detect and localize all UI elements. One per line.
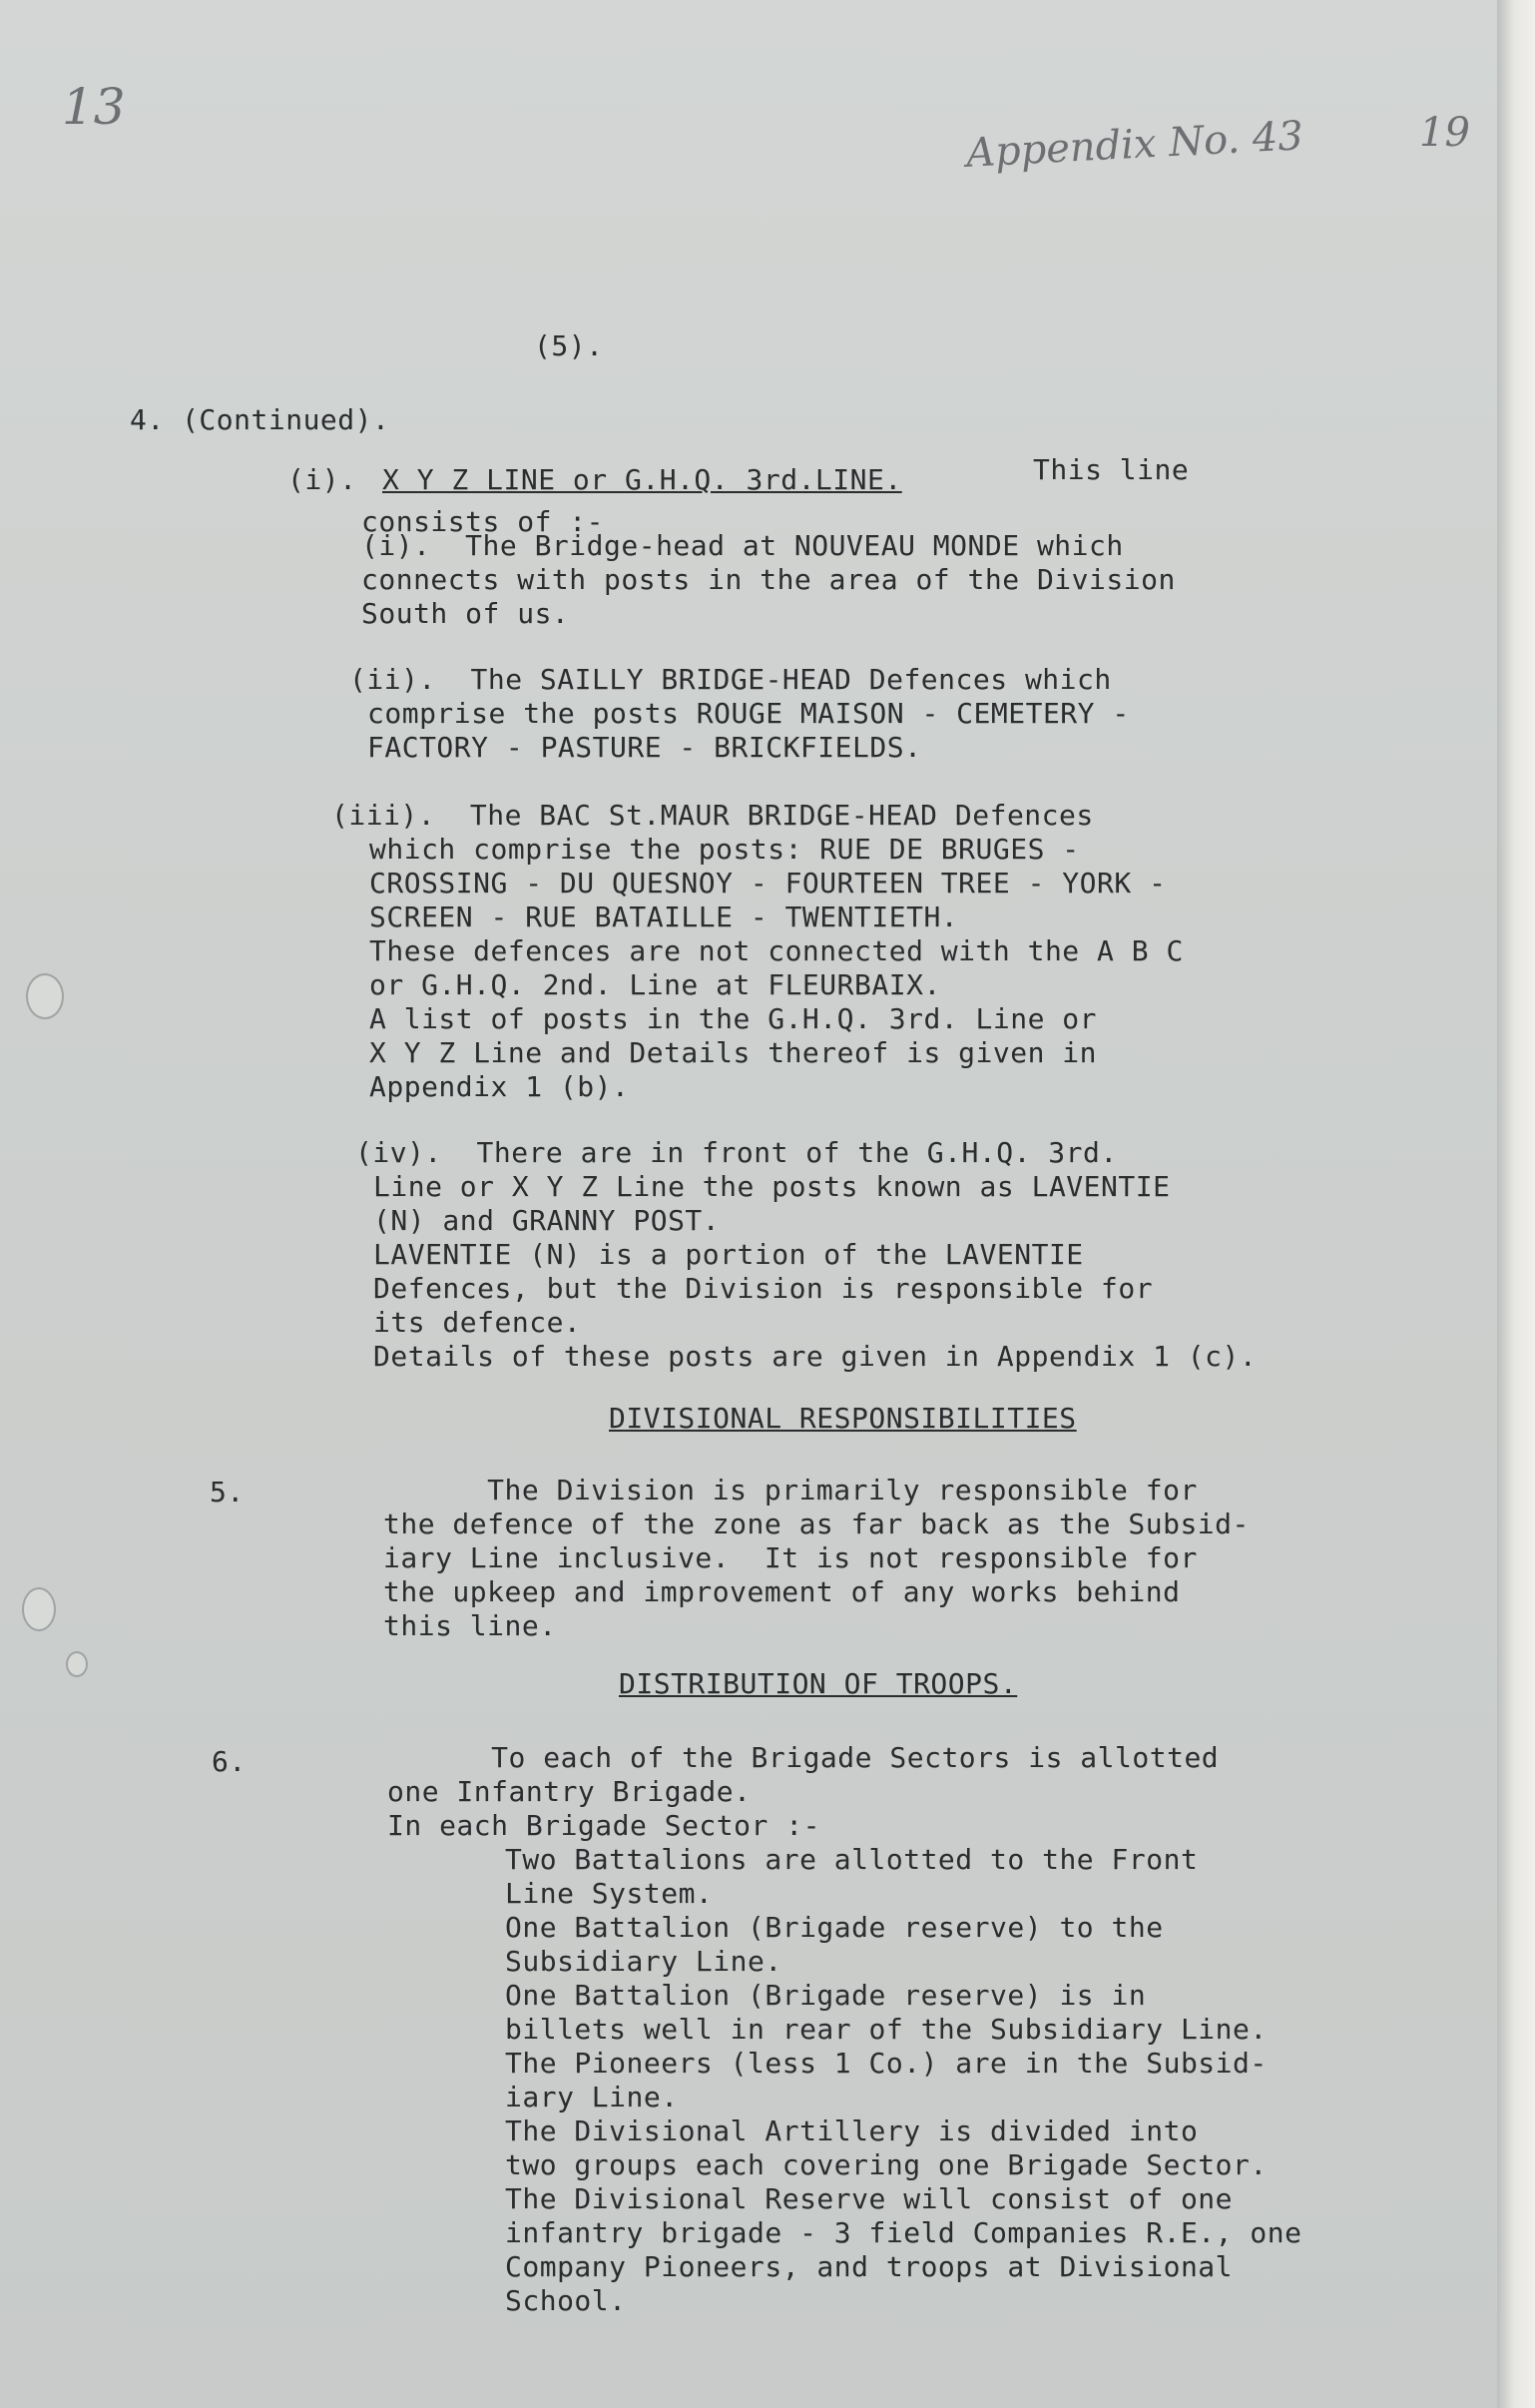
- section-i-line: consists of :-: [361, 505, 605, 538]
- punch-hole-small: [66, 1651, 88, 1677]
- section-i-title: X Y Z LINE or G.H.Q. 3rd.LINE.: [382, 463, 902, 496]
- text-line: (ii). The SAILLY BRIDGE-HEAD Defences which: [349, 663, 1112, 696]
- paragraph-5-number: 5.: [210, 1476, 245, 1508]
- text-line: the upkeep and improvement of any works behind: [383, 1575, 1181, 1608]
- text-line: (N) and GRANNY POST.: [373, 1204, 721, 1237]
- text-line: South of us.: [361, 597, 570, 630]
- text-line: infantry brigade - 3 field Companies R.E., one: [505, 2216, 1302, 2249]
- heading-distribution-of-troops: DISTRIBUTION OF TROOPS.: [619, 1667, 1018, 1700]
- section-i-number: (i).: [287, 463, 357, 496]
- text-line: Appendix 1 (b).: [369, 1070, 630, 1103]
- text-line: X Y Z Line and Details thereof is given in: [369, 1036, 1098, 1069]
- text-line: A list of posts in the G.H.Q. 3rd. Line or: [369, 1002, 1098, 1035]
- text-line: Line or X Y Z Line the posts known as LAVENTIE: [373, 1170, 1171, 1203]
- text-line: one Infantry Brigade.: [387, 1775, 752, 1808]
- text-line: Details of these posts are given in Appendix 1 (c).: [373, 1340, 1258, 1373]
- text-line: (iii). The BAC St.MAUR BRIDGE-HEAD Defences: [331, 799, 1094, 832]
- text-line: LAVENTIE (N) is a portion of the LAVENTIE: [373, 1238, 1084, 1271]
- text-line: billets well in rear of the Subsidiary Line.: [505, 2013, 1268, 2046]
- text-line: In each Brigade Sector :-: [387, 1809, 820, 1842]
- folio-number-right: 19: [1419, 110, 1470, 156]
- text-line: These defences are not connected with the A B C: [369, 934, 1184, 967]
- text-line: CROSSING - DU QUESNOY - FOURTEEN TREE - YORK -: [369, 867, 1167, 900]
- text-line: The Pioneers (less 1 Co.) are in the Subsid-: [505, 2047, 1268, 2080]
- text-line: this line.: [383, 1609, 557, 1642]
- paragraph-6-number: 6.: [212, 1745, 247, 1778]
- text-line: (iv). There are in front of the G.H.Q. 3rd.: [355, 1136, 1118, 1169]
- text-line: comprise the posts ROUGE MAISON - CEMETERY -: [367, 697, 1130, 730]
- text-line: The Division is primarily responsible for: [383, 1474, 1198, 1506]
- appendix-note: Appendix No. 43: [965, 113, 1304, 177]
- text-line: Line System.: [505, 1877, 714, 1910]
- text-line: Company Pioneers, and troops at Divisional: [505, 2250, 1234, 2283]
- text-line: One Battalion (Brigade reserve) to the: [505, 1911, 1164, 1944]
- text-line: The Divisional Artillery is divided into: [505, 2114, 1199, 2147]
- text-line: its defence.: [373, 1306, 582, 1339]
- text-line: which comprise the posts: RUE DE BRUGES -: [369, 833, 1080, 866]
- text-line: or G.H.Q. 2nd. Line at FLEURBAIX.: [369, 968, 941, 1001]
- punch-hole-upper: [26, 973, 64, 1019]
- punch-hole-lower: [22, 1587, 56, 1631]
- text-line: Subsidiary Line.: [505, 1945, 782, 1978]
- text-line: iary Line.: [505, 2081, 679, 2113]
- section-i-lead: This line: [1033, 453, 1190, 486]
- text-line: The Divisional Reserve will consist of one: [505, 2182, 1234, 2215]
- text-line: Two Battalions are allotted to the Front: [505, 1843, 1199, 1876]
- text-line: (i). The Bridge-head at NOUVEAU MONDE which: [361, 529, 1124, 562]
- page-edge: [1497, 0, 1535, 2408]
- text-line: two groups each covering one Brigade Sector.: [505, 2148, 1268, 2181]
- folio-number-left: 13: [62, 78, 126, 136]
- heading-divisional-responsibilities: DIVISIONAL RESPONSIBILITIES: [609, 1402, 1077, 1435]
- text-line: iary Line inclusive. It is not responsible for: [383, 1541, 1198, 1574]
- text-line: FACTORY - PASTURE - BRICKFIELDS.: [367, 731, 922, 764]
- text-line: Defences, but the Division is responsible for: [373, 1272, 1154, 1305]
- page-number: (5).: [534, 329, 604, 362]
- continued-label: 4. (Continued).: [130, 403, 390, 436]
- text-line: School.: [505, 2284, 627, 2317]
- text-line: One Battalion (Brigade reserve) is in: [505, 1979, 1147, 2012]
- text-line: the defence of the zone as far back as the Subsid-: [383, 1507, 1250, 1540]
- text-line: connects with posts in the area of the Division: [361, 563, 1176, 596]
- text-line: To each of the Brigade Sectors is allotted: [387, 1741, 1220, 1774]
- text-line: SCREEN - RUE BATAILLE - TWENTIETH.: [369, 901, 959, 933]
